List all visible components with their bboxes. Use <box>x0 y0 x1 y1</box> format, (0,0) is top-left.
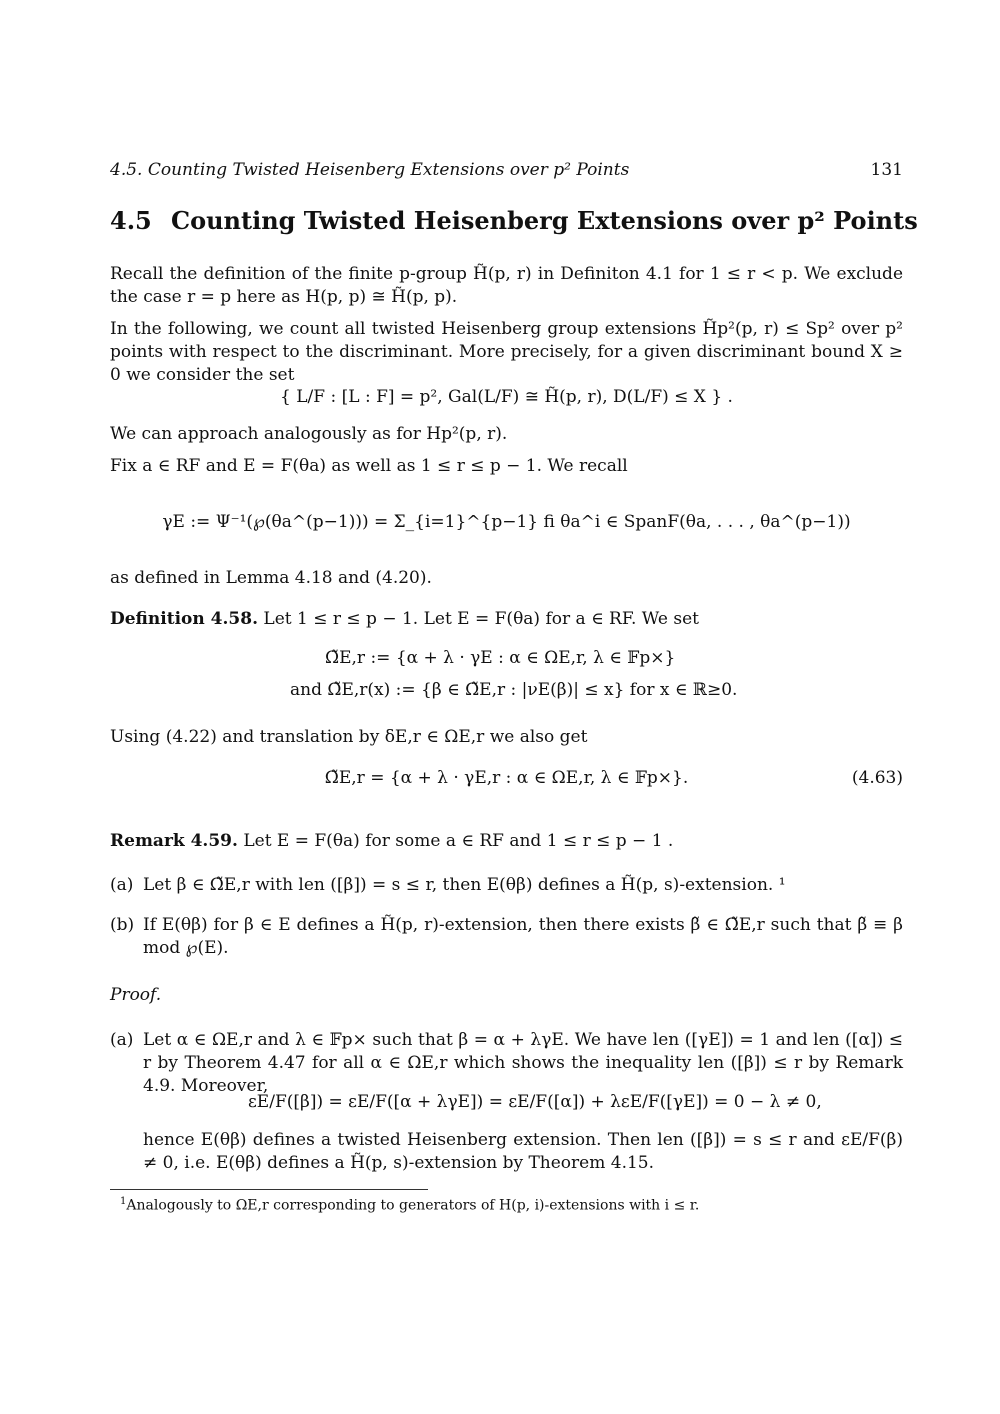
equation-4-63-body: Ω̃E,r = {α + λ · γE,r : α ∈ ΩE,r, λ ∈ 𝔽p×}. <box>324 768 689 788</box>
running-title: 4.5. Counting Twisted Heisenberg Extensions over p² Points <box>110 160 630 180</box>
running-header <box>110 160 903 180</box>
proof-item-a <box>110 1029 903 1098</box>
proof-label: Proof. <box>110 985 162 1005</box>
remark-item-a <box>110 874 903 897</box>
section-heading <box>110 206 918 235</box>
footnote-rule <box>110 1189 428 1190</box>
definition-4-58 <box>110 608 903 631</box>
equation-set: { L/F : [L : F] = p², Gal(L/F) ≅ H̃(p, r), D(L/F) ≤ X } . <box>280 387 733 407</box>
remark-label: Remark 4.59. <box>110 831 238 851</box>
equation-gamma: γE := Ψ⁻¹(℘(θa^(p−1))) = Σ_{i=1}^{p−1} fi θa^i ∈ SpanF(θa, . . . , θa^(p−1)) <box>162 512 851 532</box>
footnote-mark: 1 <box>120 1196 127 1207</box>
item-label: (a) <box>110 875 134 895</box>
remark-text: Let E = F(θa) for some a ∈ RF and 1 ≤ r ≤ p − 1 . <box>237 831 674 851</box>
footnote-text: Analogously to ΩE,r corresponding to generators of H(p, i)-extensions with i ≤ r. <box>126 1197 700 1214</box>
definition-equation-2: and Ω̃E,r(x) := {β ∈ Ω̃E,r : |νE(β)| ≤ x} for x ∈ ℝ≥0. <box>290 680 738 700</box>
item-text: If E(θβ) for β ∈ E defines a H̃(p, r)-extension, then there exists β̃ ∈ Ω̃E,r such that β̃ ≡ β mod ℘(E). <box>143 915 903 958</box>
definition-text: Let 1 ≤ r ≤ p − 1. Let E = F(θa) for a ∈ RF. We set <box>258 609 699 629</box>
paragraph-following: In the following, we count all twisted Heisenberg group extensions H̃p²(p, r) ≤ Sp² over p² points with respect to the discriminant. More precisely, for a given discriminant bound X ≥ 0 we consider the set <box>110 319 903 385</box>
definition-equation-1: Ω̃E,r := {α + λ · γE : α ∈ ΩE,r, λ ∈ 𝔽p×} <box>325 648 676 668</box>
equation-number: (4.63) <box>851 768 903 788</box>
paragraph-recall: Recall the definition of the finite p-group H̃(p, r) in Definiton 4.1 for 1 ≤ r < p. We exclude the case r = p here as H(p, p) ≅ H̃(p, p). <box>110 264 903 307</box>
proof-item-a-continued <box>110 1129 903 1175</box>
item-text: Let β ∈ Ω̃E,r with len ([β]) = s ≤ r, then E(θβ) defines a H̃(p, s)-extension. ¹ <box>143 875 786 895</box>
paragraph-approach: We can approach analogously as for Hp²(p, r). <box>110 424 508 444</box>
paragraph-fix: Fix a ∈ RF and E = F(θa) as well as 1 ≤ r ≤ p − 1. We recall <box>110 456 628 476</box>
paragraph-defined-in: as defined in Lemma 4.18 and (4.20). <box>110 568 432 588</box>
remark-4-59 <box>110 830 903 853</box>
section-number: 4.5 <box>110 206 152 235</box>
item-label: (a) <box>110 1030 134 1050</box>
paragraph-using: Using (4.22) and translation by δE,r ∈ ΩE,r we also get <box>110 727 588 747</box>
page-number: 131 <box>870 160 903 180</box>
item-text: hence E(θβ) defines a twisted Heisenberg extension. Then len ([β]) = s ≤ r and εE/F(β) ≠ 0, i.e. E(θβ) defines a H̃(p, s)-extension by Theorem 4.15. <box>143 1130 903 1173</box>
definition-label: Definition 4.58. <box>110 609 258 629</box>
item-text: Let α ∈ ΩE,r and λ ∈ 𝔽p× such that β = α + λγE. We have len ([γE]) = 1 and len ([α]) ≤ r by Theorem 4.47 for all α ∈ ΩE,r which shows the inequality len ([β]) ≤ r by Remark 4.9. Moreover, <box>143 1030 903 1096</box>
equation-4-63 <box>110 766 903 790</box>
proof-equation: εE/F([β]) = εE/F([α + λγE]) = εE/F([α]) + λεE/F([γE]) = 0 − λ ≠ 0, <box>248 1092 822 1112</box>
footnote <box>120 1193 900 1215</box>
remark-item-b <box>110 914 903 960</box>
item-label: (b) <box>110 915 135 935</box>
section-title: Counting Twisted Heisenberg Extensions over p² Points <box>171 206 918 235</box>
